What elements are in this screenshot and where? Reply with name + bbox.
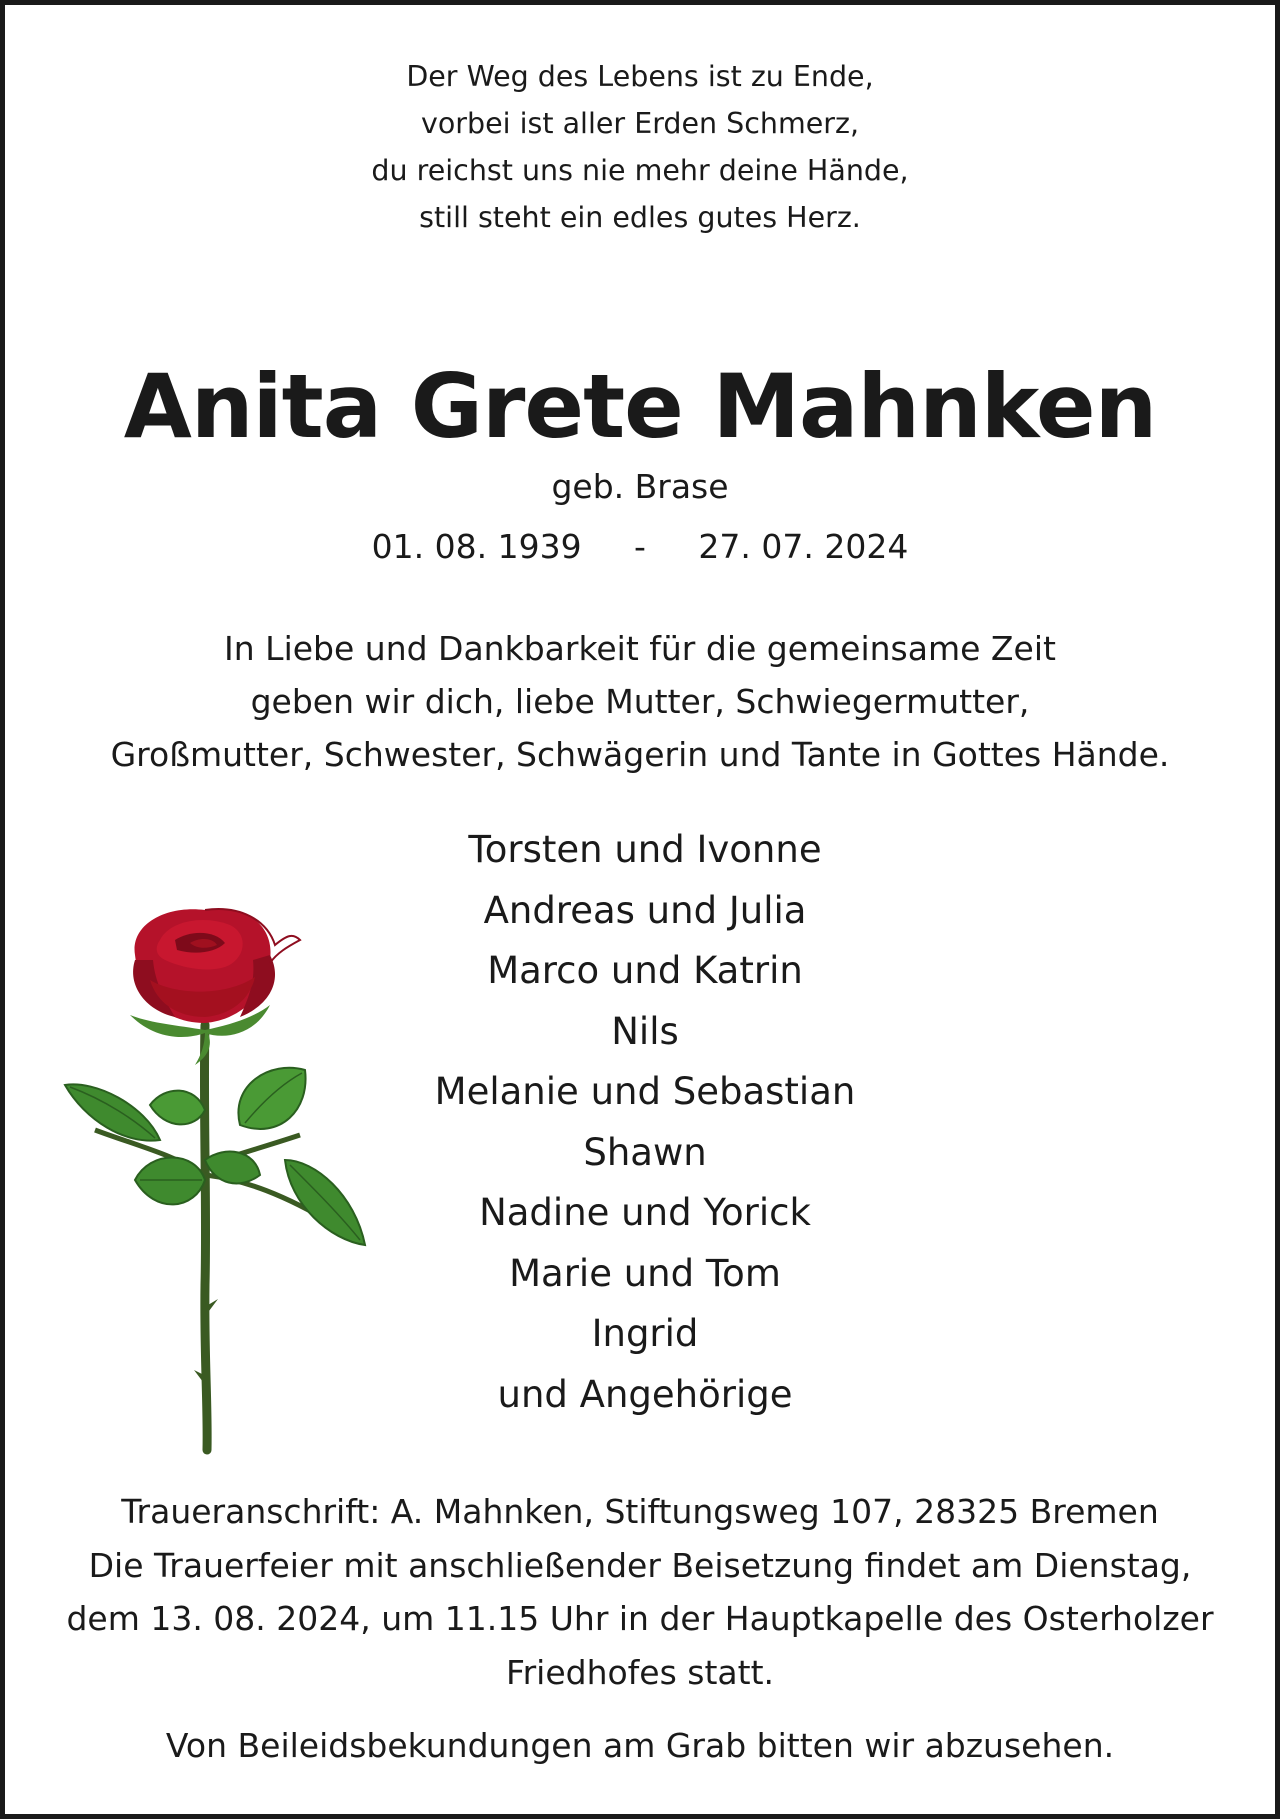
mourner: Marco und Katrin [487,949,803,992]
intro-text [5,622,1275,781]
mourner: Ingrid [591,1312,699,1355]
mourners-list [265,820,1025,1425]
poem [5,53,1275,241]
deceased-name: Anita Grete Mahnken [123,355,1157,458]
birth-name: geb. Brase [551,467,729,506]
funeral-info-line: dem 13. 08. 2024, um 11.15 Uhr in der Hauptkapelle des Osterholzer [66,1599,1214,1638]
life-dates [5,523,1275,571]
death-date: 27. 07. 2024 [698,527,909,566]
mourner: Torsten und Ivonne [468,828,822,871]
mourner: Melanie und Sebastian [434,1070,856,1113]
funeral-info-line: Friedhofes statt. [506,1652,774,1692]
mourner: Nils [611,1009,679,1053]
intro-line: Großmutter, Schwester, Schwägerin und Tante in Gottes Hände. [110,735,1170,774]
intro-line: In Liebe und Dankbarkeit für die gemeinsame Zeit [224,629,1056,668]
funeral-details [5,1485,1275,1699]
birth-date: 01. 08. 1939 [371,527,582,566]
intro-line: geben wir dich, liebe Mutter, Schwiegermutter, [250,682,1030,721]
closing-note: Von Beileidsbekundungen am Grab bitten wir abzusehen. [165,1726,1115,1765]
poem-line: vorbei ist aller Erden Schmerz, [420,107,860,140]
poem-line: still steht ein edles gutes Herz. [419,201,861,234]
poem-line: Der Weg des Lebens ist zu Ende, [406,60,874,93]
poem-line: du reichst uns nie mehr deine Hände, [371,154,909,187]
mourner: und Angehörige [497,1372,793,1416]
mourner: Andreas und Julia [483,888,807,932]
date-separator: - [634,527,646,566]
mourner: Shawn [583,1130,707,1174]
mourning-address: Traueranschrift: A. Mahnken, Stiftungsweg 107, 28325 Bremen [121,1492,1159,1531]
mourner: Marie und Tom [509,1251,781,1295]
funeral-info-line: Die Trauerfeier mit anschließender Beisetzung findet am Dienstag, [88,1545,1192,1585]
mourner: Nadine und Yorick [479,1191,811,1234]
